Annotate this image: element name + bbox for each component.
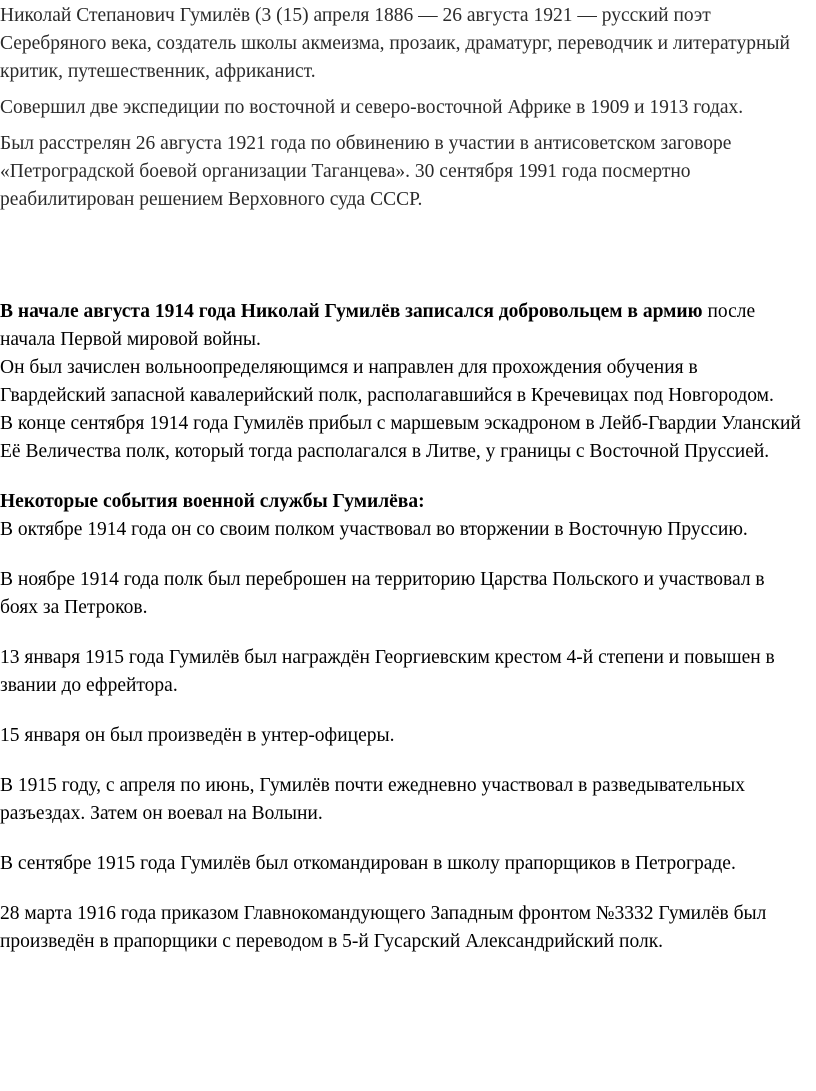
- event-item: 13 января 1915 года Гумилёв был награждён Георгиевским крестом 4-й степени и повышен в звании до ефрейтора.: [0, 647, 775, 696]
- service-paragraph-training: Он был зачислен вольноопределяющимся и направлен для прохождения обучения в Гвардейский запасной кавалерийский полк, располагавшийся в Кречевицах под Новгородом.: [0, 357, 774, 406]
- event-item: 15 января он был произведён в унтер-офицеры.: [0, 725, 395, 746]
- event-item: В ноябре 1914 года полк был переброшен на территорию Царства Польского и участвовал в боях за Петроков.: [0, 569, 765, 618]
- service-section: [0, 298, 806, 956]
- service-paragraph-arrival: В конце сентября 1914 года Гумилёв прибыл с маршевым эскадроном в Лейб-Гвардии Уланский Её Величества полк, который тогда располагался в Литве, у границы с Восточной Пруссией.: [0, 413, 801, 462]
- intro-paragraph-execution: Был расстрелян 26 августа 1921 года по обвинению в участии в антисоветском заговоре «Петроградской боевой организации Таганцева». 30 сентября 1991 года посмертно реабилитирован решением Верховного суда СССР.: [0, 133, 732, 210]
- event-item: В октябре 1914 года он со своим полком участвовал во вторжении в Восточную Пруссию.: [0, 519, 748, 540]
- event-item: В сентябре 1915 года Гумилёв был откомандирован в школу прапорщиков в Петрограде.: [0, 853, 736, 874]
- document-page: [0, 2, 816, 1091]
- intro-section: [0, 2, 804, 214]
- event-item: 28 марта 1916 года приказом Главнокомандующего Западным фронтом №3332 Гумилёв был произведён в прапорщики с переводом в 5-й Гусарский Александрийский полк.: [0, 903, 767, 952]
- service-lead-rest: после начала Первой мировой войны.: [0, 301, 756, 350]
- service-lead-bold: В начале августа 1914 года Николай Гумилёв записался добровольцем в армию: [0, 301, 703, 322]
- event-item: В 1915 году, с апреля по июнь, Гумилёв почти ежедневно участвовал в разведывательных разъездах. Затем он воевал на Волыни.: [0, 775, 746, 824]
- intro-paragraph-expeditions: Совершил две экспедиции по восточной и северо-восточной Африке в 1909 и 1913 годах.: [0, 97, 744, 118]
- events-list: [0, 516, 806, 956]
- service-lead-paragraph: [0, 298, 806, 354]
- events-heading: Некоторые события военной службы Гумилёва:: [0, 491, 425, 512]
- intro-paragraph-bio: Николай Степанович Гумилёв (3 (15) апреля 1886 — 26 августа 1921 — русский поэт Серебряного века, создатель школы акмеизма, прозаик, драматург, переводчик и литературный критик, путешественник, африканист.: [0, 5, 790, 82]
